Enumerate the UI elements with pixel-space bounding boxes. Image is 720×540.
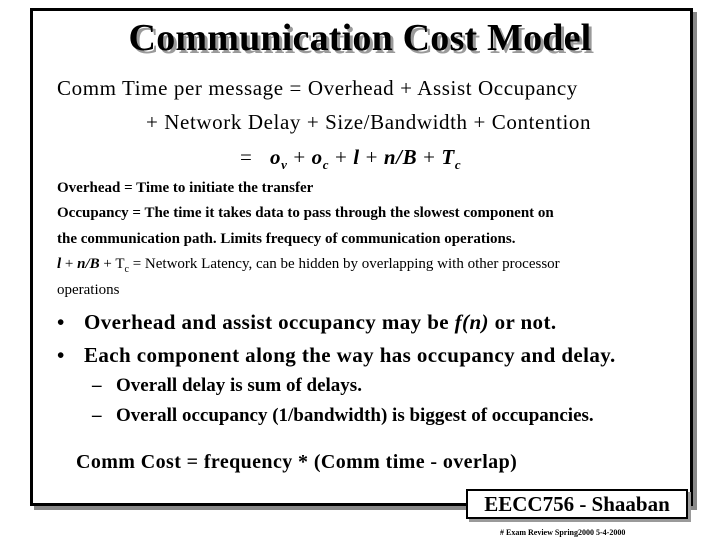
definition-occupancy-continued: the communication path. Limits frequecy of communication operations. [57, 231, 516, 247]
sub-bullet-1-text: Overall delay is sum of delays. [116, 375, 362, 396]
bullet-1 [57, 310, 557, 335]
dash-icon: – [92, 375, 102, 396]
bullet-dot-icon: • [57, 343, 65, 367]
bullet-1-text-pre: Overhead and assist occupancy may be [84, 310, 455, 334]
latency-text: = Network Latency, can be hidden by overlapping with other processor [128, 256, 560, 272]
plus-sign: + [359, 145, 384, 169]
latency-symbol-l: l [57, 256, 62, 272]
plus-sign: + [287, 145, 312, 169]
symbol-n-over-b: n/B [383, 145, 418, 169]
latency-symbol-t: + T [99, 256, 125, 272]
latency-symbol-t-sub: c [124, 264, 129, 275]
symbol-o: o [270, 145, 282, 169]
symbol-v-sub: v [281, 157, 288, 173]
plus-sign: + [329, 145, 354, 169]
bullet-2-text: Each component along the way has occupancy and delay. [84, 343, 616, 367]
slide-title: Communication Cost Model [128, 17, 592, 59]
course-badge: EECC756 - Shaaban [466, 489, 688, 519]
equation-line-2: + Network Delay + Size/Bandwidth + Contention [146, 110, 592, 134]
equation-line-1: Comm Time per message = Overhead + Assist Occupancy [57, 76, 578, 100]
sub-bullet-1 [92, 375, 362, 397]
plus-sign: + [61, 256, 78, 272]
equation-line-3 [240, 145, 461, 173]
definition-latency [57, 256, 560, 275]
definition-overhead: Overhead = Time to initiate the transfer [57, 180, 314, 196]
bullet-2 [57, 343, 616, 368]
symbol-t-sub: c [454, 157, 462, 173]
symbol-l: l [353, 145, 360, 169]
symbol-c-sub: c [322, 157, 330, 173]
sub-bullet-2-text: Overall occupancy (1/bandwidth) is biggest of occupancies. [116, 405, 594, 426]
dash-icon: – [92, 405, 102, 426]
sub-bullet-2 [92, 405, 594, 427]
comm-cost-formula: Comm Cost = frequency * (Comm time - overlap) [76, 451, 518, 473]
plus-sign: + [417, 145, 442, 169]
symbol-t: T [441, 145, 455, 169]
slide-footer: # Exam Review Spring2000 5-4-2000 [500, 528, 626, 537]
equals-sign: = [240, 145, 253, 169]
definition-occupancy: Occupancy = The time it takes data to pass through the slowest component on [57, 205, 554, 221]
symbol-oc: o [311, 145, 323, 169]
bullet-1-text-post: or not. [488, 310, 557, 334]
bullet-dot-icon: • [57, 310, 65, 334]
latency-symbol-nb: n/B [77, 256, 100, 272]
bullet-1-function: f(n) [454, 310, 489, 334]
definition-latency-continued: operations [57, 282, 120, 298]
